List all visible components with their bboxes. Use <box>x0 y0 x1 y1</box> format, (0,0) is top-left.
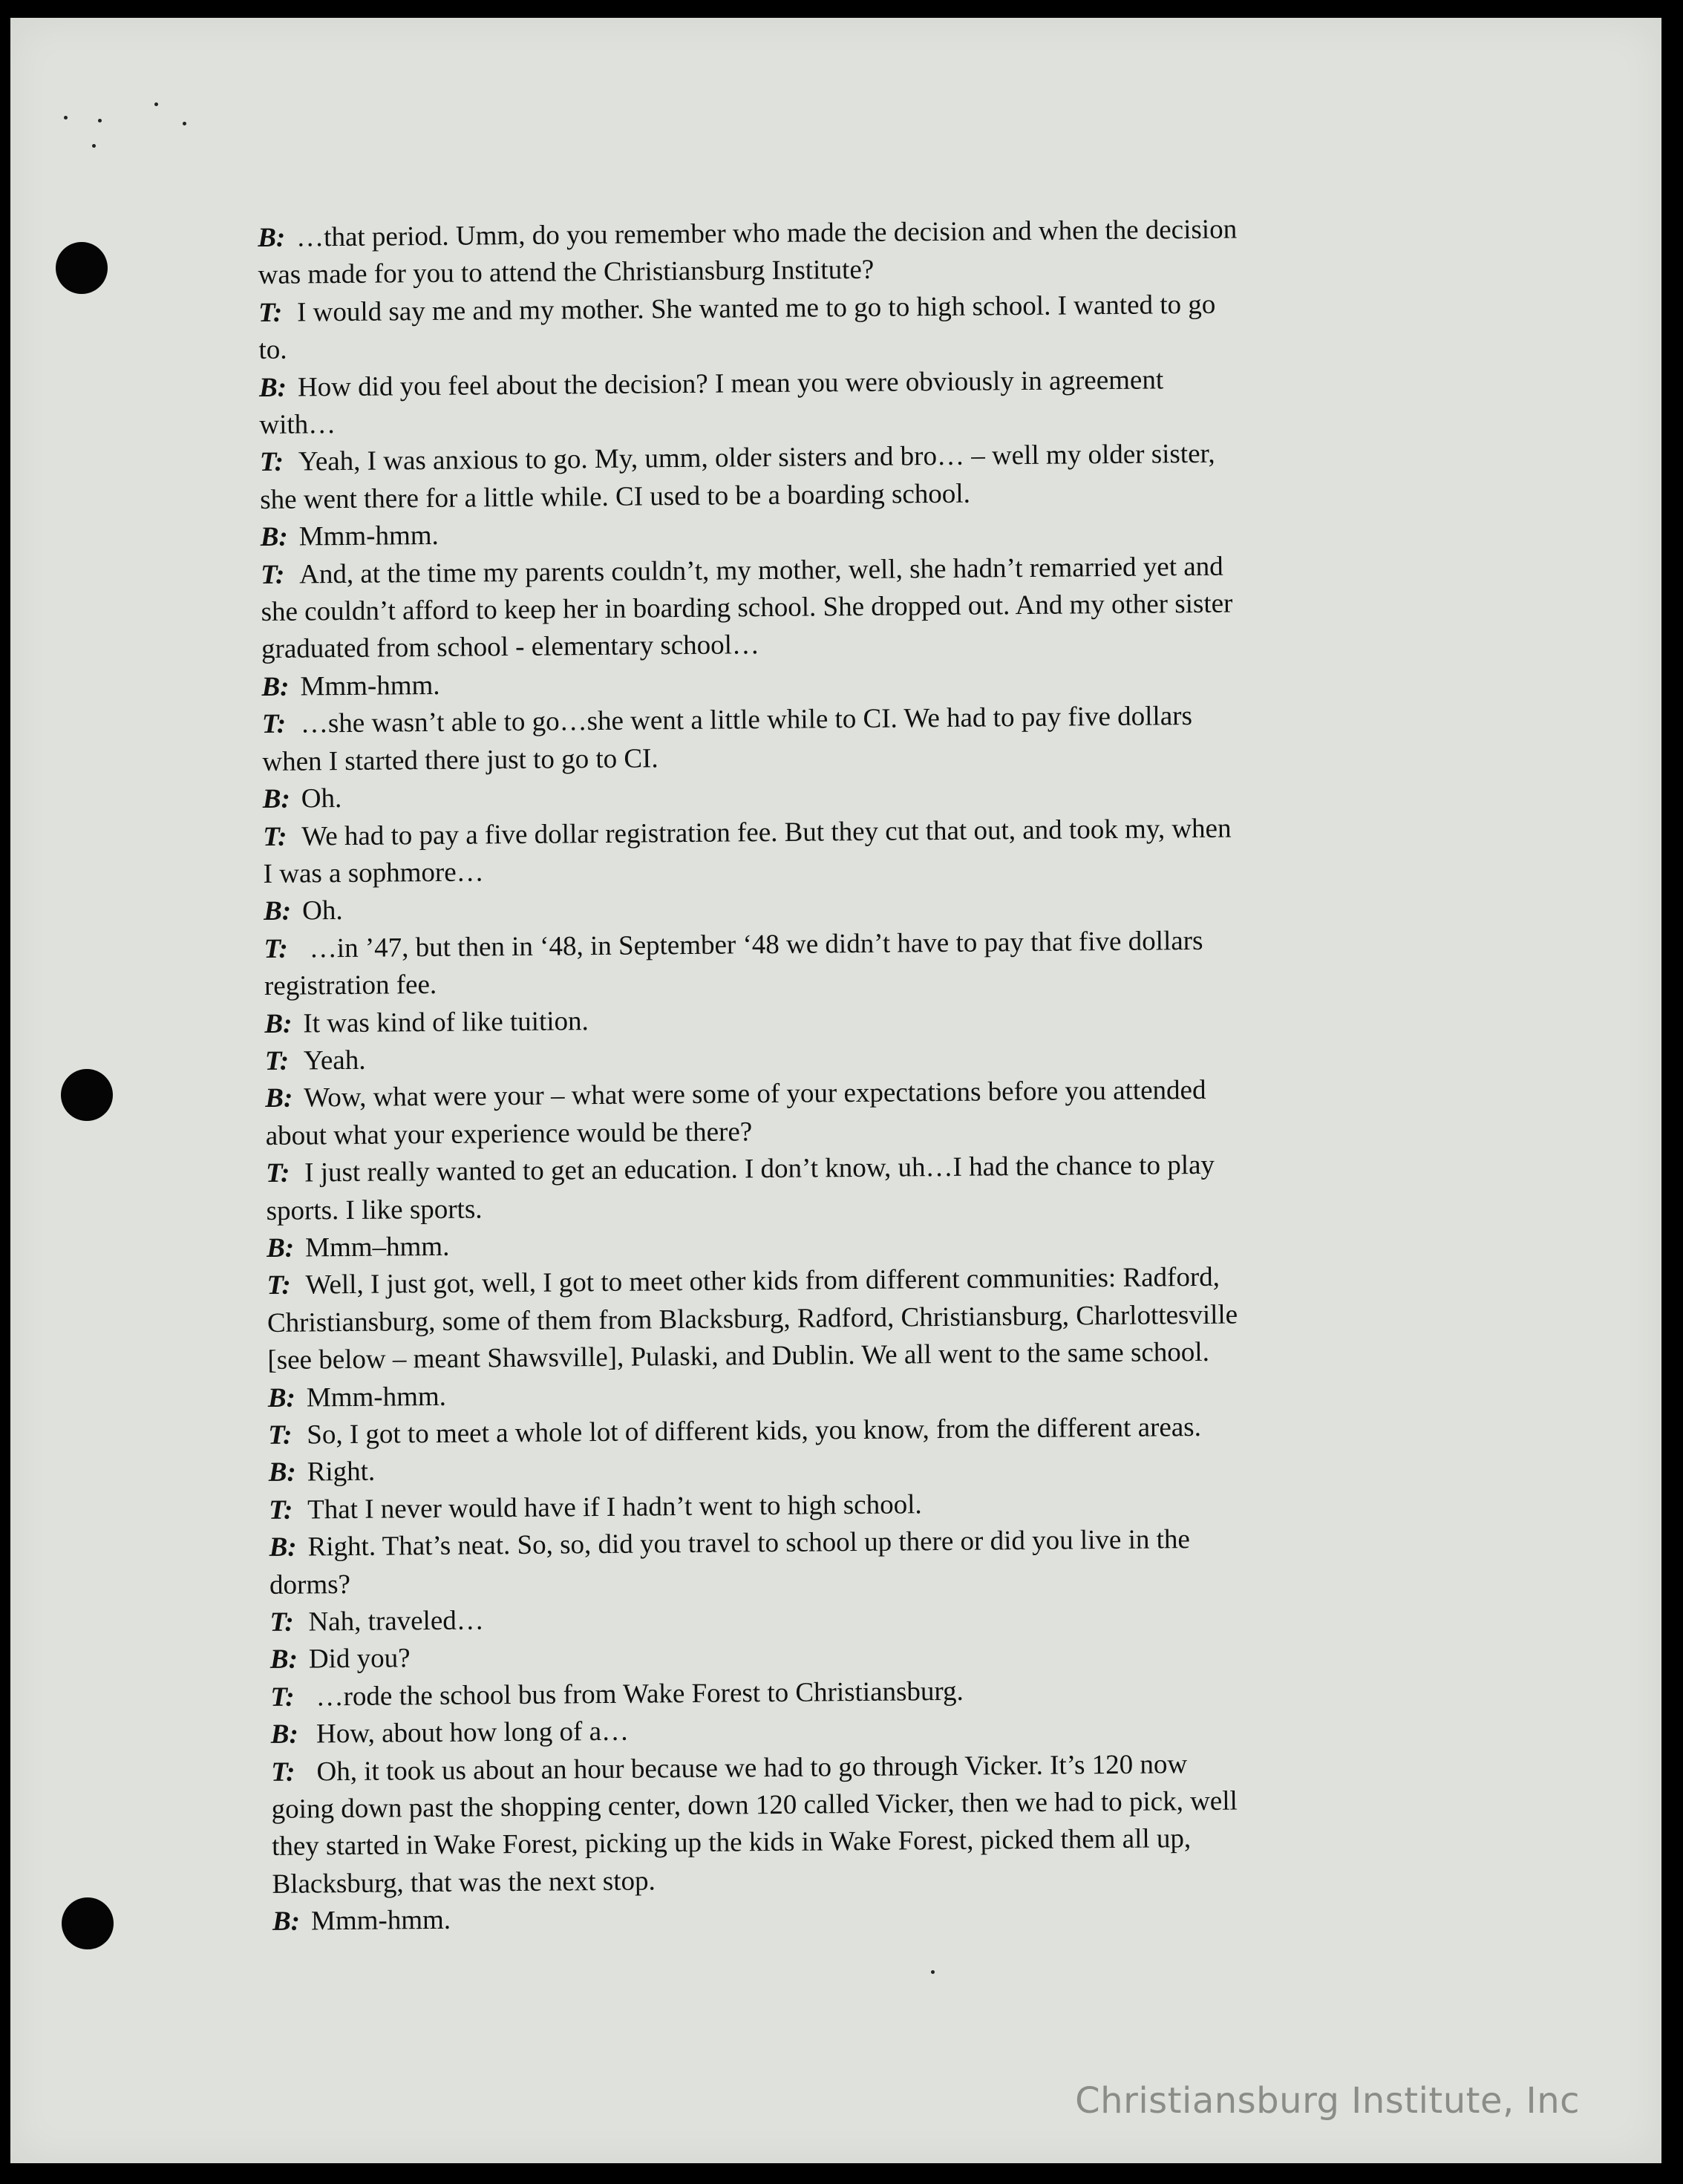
speaker-label: T: <box>266 1157 290 1189</box>
line-text: was made for you to attend the Christiansburg Institute? <box>258 255 875 291</box>
line-text: How did you feel about the decision? I mean you were obviously in agreement <box>297 364 1164 403</box>
line-text: Yeah. <box>303 1044 366 1076</box>
line-text: with… <box>259 409 336 441</box>
speaker-label: T: <box>264 933 288 964</box>
speck <box>92 144 96 148</box>
speaker-label: T: <box>264 1045 290 1076</box>
speaker-label: B: <box>263 895 292 927</box>
speaker-label: B: <box>262 783 290 815</box>
line-text: when I started there just to go to CI. <box>262 743 659 777</box>
line-text: I just really wanted to get an education. I don’t know, uh…I had the chance to play <box>304 1149 1215 1189</box>
speaker-label: B: <box>258 372 287 403</box>
line-text: Christiansburg, some of them from Blacksburg, Radford, Christiansburg, Charlottesville <box>267 1299 1238 1338</box>
binder-hole-bottom <box>62 1897 114 1949</box>
line-text: Mmm-hmm. <box>306 1381 447 1413</box>
speck <box>931 1970 935 1974</box>
speaker-label: B: <box>261 671 290 702</box>
line-text: And, at the time my parents couldn’t, my mother, well, she hadn’t remarried yet and <box>298 551 1223 590</box>
line-text: …rode the school bus from Wake Forest to Christiansburg. <box>309 1675 964 1713</box>
speaker-label: B: <box>268 1457 296 1488</box>
line-text: she went there for a little while. CI used to be a boarding school. <box>260 478 971 515</box>
line-text: We had to pay a five dollar registration fee. But they cut that out, and took my, when <box>301 813 1232 852</box>
speaker-label: B: <box>266 1232 295 1263</box>
speaker-label: B: <box>265 1082 293 1114</box>
line-text: Wow, what were your – what were some of your expectations before you attended <box>304 1075 1206 1114</box>
speaker-label: T: <box>261 708 287 740</box>
line-text: they started in Wake Forest, picking up the kids in Wake Forest, picked them all up, <box>271 1823 1192 1863</box>
line-text: So, I got to meet a whole lot of different kids, you know, from the different areas. <box>307 1411 1202 1451</box>
speaker-label: T: <box>269 1606 294 1638</box>
speaker-label: B: <box>260 521 288 553</box>
transcript-body <box>258 209 1445 1941</box>
speaker-label: B: <box>258 222 286 253</box>
line-text: It was kind of like tuition. <box>303 1005 589 1039</box>
speaker-label: T: <box>267 1270 291 1301</box>
line-text: graduated from school - elementary school… <box>261 630 760 665</box>
line-text: …that period. Umm, do you remember who made the decision and when the decision <box>296 214 1238 253</box>
line-text: going down past the shopping center, down 120 called Vicker, then we had to pick, well <box>271 1785 1238 1825</box>
binder-hole-middle <box>61 1069 113 1121</box>
line-text: …she wasn’t able to go…she went a little while to CI. We had to pay five dollars <box>300 701 1193 739</box>
line-text: Oh. <box>301 783 342 814</box>
line-text: Mmm–hmm. <box>304 1231 450 1263</box>
speaker-label: B: <box>269 1531 297 1563</box>
line-text: Well, I just got, well, I got to meet other kids from different communities: Radford, <box>305 1262 1220 1301</box>
speaker-label: B: <box>267 1382 296 1413</box>
watermark: Christiansburg Institute, Inc <box>1075 2080 1580 2122</box>
line-text: sports. I like sports. <box>266 1193 483 1226</box>
line-text: about what your experience would be there? <box>265 1116 753 1151</box>
speaker-label: T: <box>268 1419 293 1451</box>
line-text: I would say me and my mother. She wanted me to go to high school. I wanted to go <box>296 289 1216 328</box>
speck <box>183 122 186 125</box>
speaker-label: B: <box>269 1644 298 1675</box>
line-text: …in ’47, but then in ‘48, in September ‘48 we didn’t have to pay that five dollars <box>302 925 1203 964</box>
line-text: to. <box>258 334 287 366</box>
speaker-label: T: <box>260 559 285 590</box>
document-page <box>10 18 1661 2163</box>
line-text: she couldn’t afford to keep her in boarding school. She dropped out. And my other sister <box>261 588 1233 628</box>
line-text: Right. <box>307 1456 376 1488</box>
speaker-label: T: <box>268 1494 293 1526</box>
line-text: dorms? <box>269 1569 351 1601</box>
line-text: Right. That’s neat. So, so, did you travel to school up there or did you live in the <box>307 1524 1191 1563</box>
line-text: Mmm-hmm. <box>310 1905 451 1937</box>
line-text: Oh, it took us about an hour because we had to go through Vicker. It’s 120 now <box>310 1748 1188 1788</box>
speck <box>98 119 102 122</box>
line-text: Did you? <box>308 1643 411 1675</box>
line-text: Blacksburg, that was the next stop. <box>272 1866 656 1900</box>
speaker-label: B: <box>272 1906 301 1938</box>
speaker-label: T: <box>259 447 284 478</box>
speaker-label: T: <box>258 297 283 328</box>
line-text: That I never would have if I hadn’t went to high school. <box>307 1489 922 1526</box>
speaker-label: T: <box>270 1681 295 1713</box>
line-text: Mmm-hmm. <box>300 670 440 702</box>
line-text: I was a sophmore… <box>263 857 484 889</box>
speck <box>154 102 158 106</box>
speaker-label: T: <box>263 821 287 852</box>
line-text: Mmm-hmm. <box>298 520 439 552</box>
speaker-label: T: <box>271 1756 295 1788</box>
speaker-label: B: <box>270 1719 298 1750</box>
binder-hole-top <box>56 242 108 294</box>
line-text: Oh. <box>301 895 343 926</box>
line-text: Nah, traveled… <box>308 1605 484 1638</box>
speck <box>64 116 68 120</box>
speaker-label: B: <box>264 1008 293 1039</box>
line-text: [see below – meant Shawsville], Pulaski, and Dublin. We all went to the same school. <box>267 1337 1210 1376</box>
line-text: registration fee. <box>264 970 437 1002</box>
line-text: How, about how long of a… <box>309 1716 630 1750</box>
line-text: Yeah, I was anxious to go. My, umm, older sisters and bro… – well my older sister, <box>298 439 1215 477</box>
